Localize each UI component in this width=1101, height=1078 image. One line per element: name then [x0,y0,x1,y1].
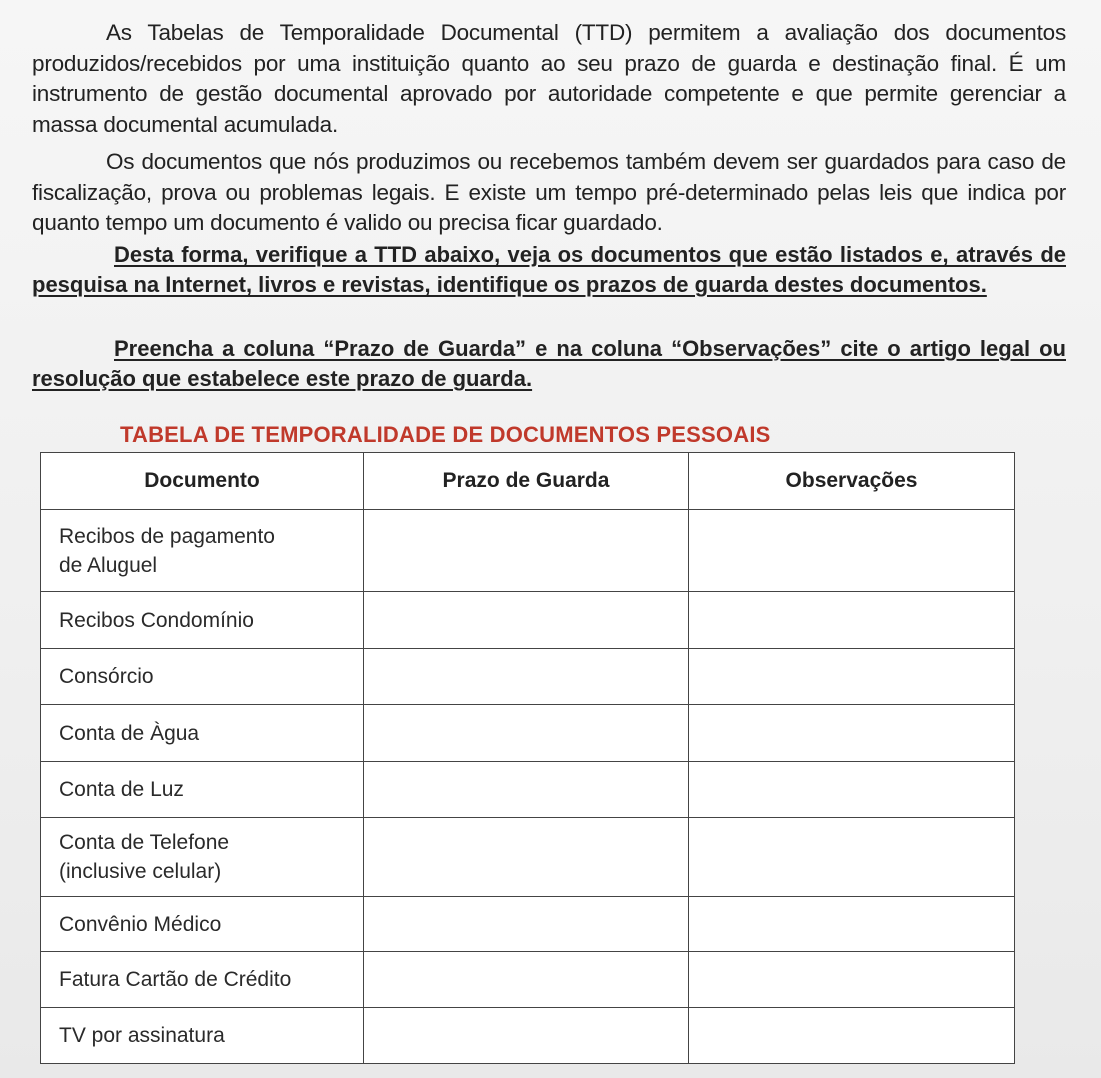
document-cell: Recibos Condomínio [41,592,364,649]
table-row [41,510,1015,592]
prazo-cell[interactable] [364,649,689,705]
table-row [41,592,1015,649]
prazo-cell[interactable] [364,705,689,762]
observacoes-cell[interactable] [689,649,1015,705]
fill-instruction-text: Preencha a coluna “Prazo de Guarda” e na coluna “Observações” cite o artigo legal ou resolução que estabelece este prazo de guarda. [32,336,1066,391]
table-title: TABELA DE TEMPORALIDADE DE DOCUMENTOS PESSOAIS [120,422,771,447]
document-cell: Convênio Médico [41,897,364,952]
prazo-cell[interactable] [364,510,689,592]
document-name: Conta de Telefone [59,831,230,854]
observacoes-cell[interactable] [689,762,1015,818]
fill-instruction-paragraph [32,334,1066,394]
observacoes-cell[interactable] [689,1008,1015,1064]
observacoes-cell[interactable] [689,818,1015,897]
intro-text: As Tabelas de Temporalidade Documental (TTD) permitem a avaliação dos documentos produzidos/recebidos por uma instituição quanto ao seu prazo de guarda e destinação final. É um instrumento de gestão documental aprovado por autoridade competente e que permite gerenciar a massa documental acumulada. [32,20,1066,137]
document-cell: TV por assinatura [41,1008,364,1064]
table-row [41,762,1015,818]
header-prazo: Prazo de Guarda [364,453,689,510]
prazo-cell[interactable] [364,592,689,649]
header-observacoes: Observações [689,453,1015,510]
header-documento: Documento [41,453,364,510]
prazo-cell[interactable] [364,897,689,952]
context-text: Os documentos que nós produzimos ou recebemos também devem ser guardados para caso de fiscalização, prova ou problemas legais. E existe um tempo pré-determinado pelas leis que indica por quanto tempo um documento é valido ou precisa ficar guardado. [32,149,1066,235]
prazo-cell[interactable] [364,952,689,1008]
document-cell: Fatura Cartão de Crédito [41,952,364,1008]
context-paragraph [32,147,1066,239]
intro-paragraph [32,18,1066,140]
document-cell [41,818,364,897]
table-row [41,1008,1015,1064]
document-name-cont: de Aluguel [59,553,158,577]
prazo-cell[interactable] [364,818,689,897]
document-cell: Conta de Àgua [41,705,364,762]
table-row [41,649,1015,705]
observacoes-cell[interactable] [689,952,1015,1008]
prazo-cell[interactable] [364,762,689,818]
table-row [41,897,1015,952]
table-row [41,818,1015,897]
table-header-row [41,453,1015,510]
observacoes-cell[interactable] [689,592,1015,649]
observacoes-cell[interactable] [689,705,1015,762]
document-name-cont: (inclusive celular) [59,860,222,883]
document-name: Recibos de pagamento [59,524,275,548]
table-row [41,705,1015,762]
observacoes-cell[interactable] [689,897,1015,952]
prazo-cell[interactable] [364,1008,689,1064]
observacoes-cell[interactable] [689,510,1015,592]
document-cell: Consórcio [41,649,364,705]
temporality-table [40,452,1015,1064]
document-cell [41,510,364,592]
instruction-text: Desta forma, verifique a TTD abaixo, veja os documentos que estão listados e, através de pesquisa na Internet, livros e revistas, identifique os prazos de guarda destes documentos. [32,242,1066,297]
instruction-paragraph [32,240,1066,300]
document-cell: Conta de Luz [41,762,364,818]
table-row [41,952,1015,1008]
